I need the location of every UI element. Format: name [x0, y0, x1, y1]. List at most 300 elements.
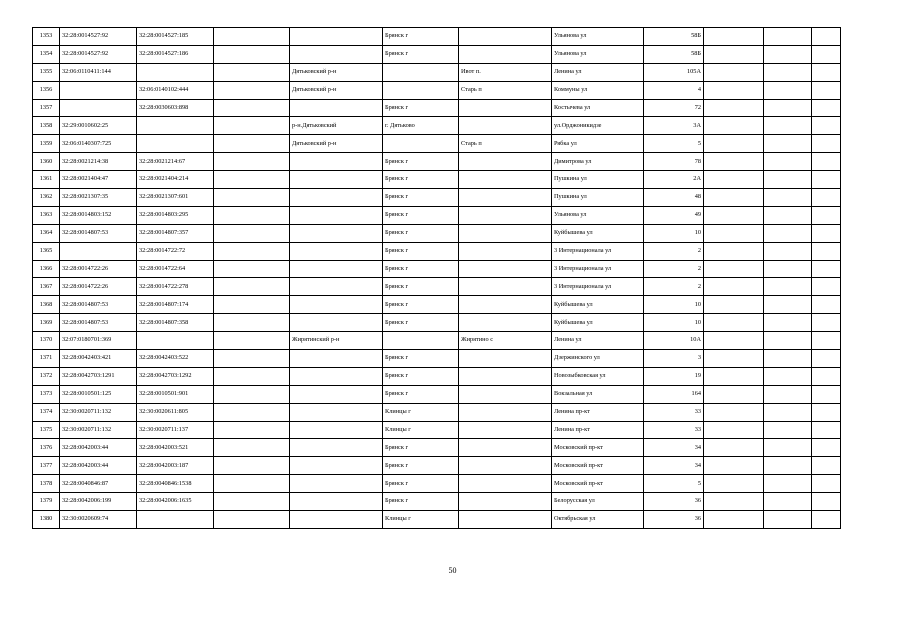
cell-settlement — [459, 421, 552, 439]
cell-column-12 — [812, 189, 841, 207]
cell-settlement — [459, 224, 552, 242]
cell-cadastral-number-building: 32:28:0042003:521 — [137, 439, 214, 457]
cell-column-10 — [704, 403, 764, 421]
cell-row-number: 1366 — [33, 260, 60, 278]
cell-settlement — [459, 45, 552, 63]
cell-cadastral-number-land: 32:28:0014807:53 — [60, 296, 137, 314]
table-row — [33, 385, 841, 403]
cell-column-12 — [812, 45, 841, 63]
cell-cadastral-number-building: 32:28:0042006:1635 — [137, 493, 214, 511]
cell-district — [290, 171, 383, 189]
cell-street: Московский пр-кт — [552, 457, 644, 475]
cell-column-4 — [214, 421, 290, 439]
cell-street: Куйбышева ул — [552, 224, 644, 242]
cell-city: Брянск г — [383, 99, 459, 117]
cell-cadastral-number-building: 32:28:0014807:357 — [137, 224, 214, 242]
cell-column-12 — [812, 385, 841, 403]
cell-cadastral-number-building: 32:28:0042003:187 — [137, 457, 214, 475]
cell-column-11 — [764, 475, 812, 493]
cell-column-4 — [214, 242, 290, 260]
cell-district — [290, 153, 383, 171]
cell-city: Брянск г — [383, 171, 459, 189]
cell-row-number: 1375 — [33, 421, 60, 439]
cell-column-12 — [812, 206, 841, 224]
cell-column-4 — [214, 332, 290, 350]
cell-row-number: 1368 — [33, 296, 60, 314]
cell-column-12 — [812, 171, 841, 189]
cell-street: Димитрова ул — [552, 153, 644, 171]
cell-district — [290, 511, 383, 529]
cell-cadastral-number-land: 32:28:0042403:421 — [60, 350, 137, 368]
cell-house-number: 36 — [644, 493, 704, 511]
cell-column-4 — [214, 206, 290, 224]
cell-street: Ленина ул — [552, 63, 644, 81]
cell-column-12 — [812, 403, 841, 421]
cell-column-11 — [764, 117, 812, 135]
cell-street: Ульянова ул — [552, 206, 644, 224]
cell-house-number: 3 — [644, 350, 704, 368]
cell-column-12 — [812, 296, 841, 314]
cell-column-4 — [214, 81, 290, 99]
cell-house-number: 78 — [644, 153, 704, 171]
cell-column-11 — [764, 81, 812, 99]
cell-column-4 — [214, 189, 290, 207]
cell-column-10 — [704, 99, 764, 117]
cell-column-11 — [764, 260, 812, 278]
cell-settlement — [459, 403, 552, 421]
cell-column-11 — [764, 457, 812, 475]
cell-house-number: 48 — [644, 189, 704, 207]
cell-column-4 — [214, 278, 290, 296]
cell-district — [290, 28, 383, 46]
cell-row-number: 1377 — [33, 457, 60, 475]
cell-column-10 — [704, 439, 764, 457]
cell-row-number: 1358 — [33, 117, 60, 135]
cell-cadastral-number-building: 32:28:0042703:1292 — [137, 367, 214, 385]
table-row — [33, 153, 841, 171]
cell-column-11 — [764, 189, 812, 207]
cell-city: Брянск г — [383, 439, 459, 457]
cell-column-12 — [812, 28, 841, 46]
cell-cadastral-number-land — [60, 99, 137, 117]
cell-row-number: 1376 — [33, 439, 60, 457]
table-row — [33, 367, 841, 385]
cell-cadastral-number-land: 32:30:0020711:132 — [60, 421, 137, 439]
cell-column-10 — [704, 350, 764, 368]
cell-column-4 — [214, 28, 290, 46]
cell-cadastral-number-land: 32:28:0010501:125 — [60, 385, 137, 403]
cell-district: Дятьковский р-н — [290, 135, 383, 153]
cell-cadastral-number-land: 32:28:0042003:44 — [60, 439, 137, 457]
table-row — [33, 296, 841, 314]
cell-cadastral-number-land: 32:30:0020711:132 — [60, 403, 137, 421]
cell-house-number: 2 — [644, 278, 704, 296]
cell-city: Брянск г — [383, 224, 459, 242]
cell-column-12 — [812, 242, 841, 260]
registry-table — [32, 27, 841, 529]
cell-street: 3 Интернационала ул — [552, 242, 644, 260]
cell-cadastral-number-building: 32:28:0014722:72 — [137, 242, 214, 260]
cell-street: Пушкина ул — [552, 189, 644, 207]
cell-column-4 — [214, 385, 290, 403]
cell-city: Брянск г — [383, 45, 459, 63]
cell-house-number: 2 — [644, 242, 704, 260]
cell-cadastral-number-land: 32:28:0021307:35 — [60, 189, 137, 207]
cell-column-11 — [764, 206, 812, 224]
cell-cadastral-number-land: 32:28:0014527:92 — [60, 28, 137, 46]
cell-cadastral-number-land: 32:28:0042703:1291 — [60, 367, 137, 385]
table-row — [33, 171, 841, 189]
page-number: 50 — [448, 566, 457, 575]
cell-column-4 — [214, 63, 290, 81]
cell-street: Ульянова ул — [552, 45, 644, 63]
cell-settlement — [459, 242, 552, 260]
cell-district — [290, 421, 383, 439]
cell-district — [290, 260, 383, 278]
cell-city: Брянск г — [383, 153, 459, 171]
cell-cadastral-number-building: 32:28:0014527:185 — [137, 28, 214, 46]
cell-cadastral-number-building — [137, 332, 214, 350]
cell-column-12 — [812, 135, 841, 153]
cell-house-number: 36 — [644, 511, 704, 529]
cell-cadastral-number-land: 32:28:0014803:152 — [60, 206, 137, 224]
cell-column-12 — [812, 278, 841, 296]
cell-city: Брянск г — [383, 350, 459, 368]
cell-row-number: 1354 — [33, 45, 60, 63]
cell-row-number: 1371 — [33, 350, 60, 368]
cell-column-11 — [764, 242, 812, 260]
cell-column-10 — [704, 385, 764, 403]
cell-column-12 — [812, 153, 841, 171]
cell-cadastral-number-building: 32:28:0014527:186 — [137, 45, 214, 63]
cell-column-4 — [214, 224, 290, 242]
cell-district — [290, 296, 383, 314]
cell-cadastral-number-building: 32:28:0014803:295 — [137, 206, 214, 224]
cell-house-number: 72 — [644, 99, 704, 117]
cell-row-number: 1362 — [33, 189, 60, 207]
cell-column-4 — [214, 153, 290, 171]
cell-city: Брянск г — [383, 260, 459, 278]
cell-column-10 — [704, 242, 764, 260]
cell-cadastral-number-building — [137, 135, 214, 153]
cell-district — [290, 45, 383, 63]
cell-settlement — [459, 314, 552, 332]
cell-column-4 — [214, 117, 290, 135]
cell-street: 3 Интернационала ул — [552, 278, 644, 296]
cell-street: Ленина пр-кт — [552, 403, 644, 421]
cell-settlement — [459, 367, 552, 385]
cell-column-10 — [704, 45, 764, 63]
cell-column-4 — [214, 260, 290, 278]
cell-column-4 — [214, 45, 290, 63]
cell-district — [290, 457, 383, 475]
cell-row-number: 1357 — [33, 99, 60, 117]
cell-district — [290, 493, 383, 511]
cell-settlement — [459, 117, 552, 135]
table-row — [33, 350, 841, 368]
cell-cadastral-number-land: 32:28:0014807:53 — [60, 224, 137, 242]
cell-house-number: 164 — [644, 385, 704, 403]
cell-column-11 — [764, 224, 812, 242]
cell-settlement — [459, 350, 552, 368]
cell-district — [290, 403, 383, 421]
cell-cadastral-number-land: 32:28:0021214:38 — [60, 153, 137, 171]
cell-house-number: 10 — [644, 296, 704, 314]
cell-district: Дятьковский р-н — [290, 81, 383, 99]
cell-settlement — [459, 99, 552, 117]
cell-street: Рябка ул — [552, 135, 644, 153]
cell-column-12 — [812, 260, 841, 278]
table-row — [33, 439, 841, 457]
cell-column-4 — [214, 457, 290, 475]
cell-column-12 — [812, 117, 841, 135]
cell-column-4 — [214, 314, 290, 332]
table-row — [33, 45, 841, 63]
cell-column-10 — [704, 457, 764, 475]
cell-column-10 — [704, 28, 764, 46]
cell-settlement — [459, 457, 552, 475]
cell-city: Брянск г — [383, 314, 459, 332]
cell-settlement: Старь п — [459, 135, 552, 153]
cell-settlement — [459, 493, 552, 511]
cell-column-10 — [704, 493, 764, 511]
cell-column-10 — [704, 117, 764, 135]
cell-column-12 — [812, 99, 841, 117]
cell-column-12 — [812, 493, 841, 511]
cell-district — [290, 367, 383, 385]
cell-column-11 — [764, 296, 812, 314]
table-row — [33, 314, 841, 332]
cell-street: Новозыбковская ул — [552, 367, 644, 385]
cell-row-number: 1359 — [33, 135, 60, 153]
table-row — [33, 421, 841, 439]
cell-settlement — [459, 28, 552, 46]
cell-cadastral-number-building: 32:28:0014807:358 — [137, 314, 214, 332]
cell-cadastral-number-land — [60, 81, 137, 99]
cell-cadastral-number-land: 32:28:0021404:47 — [60, 171, 137, 189]
cell-column-11 — [764, 135, 812, 153]
cell-column-10 — [704, 314, 764, 332]
cell-street: Вокзальная ул — [552, 385, 644, 403]
cell-settlement — [459, 189, 552, 207]
cell-column-10 — [704, 278, 764, 296]
cell-column-11 — [764, 99, 812, 117]
cell-cadastral-number-building — [137, 511, 214, 529]
cell-column-12 — [812, 81, 841, 99]
table-row — [33, 403, 841, 421]
table-row — [33, 332, 841, 350]
cell-district: Дятьковский р-н — [290, 63, 383, 81]
cell-district — [290, 278, 383, 296]
cell-street: Дзержинского ул — [552, 350, 644, 368]
cell-street: Московский пр-кт — [552, 475, 644, 493]
table-row — [33, 511, 841, 529]
cell-house-number: 33 — [644, 403, 704, 421]
cell-row-number: 1380 — [33, 511, 60, 529]
cell-city: Брянск г — [383, 493, 459, 511]
cell-street: ул.Орджоникидзе — [552, 117, 644, 135]
cell-city: Брянск г — [383, 475, 459, 493]
cell-column-4 — [214, 135, 290, 153]
cell-row-number: 1373 — [33, 385, 60, 403]
cell-column-12 — [812, 63, 841, 81]
cell-district — [290, 189, 383, 207]
cell-column-11 — [764, 63, 812, 81]
table-row — [33, 493, 841, 511]
cell-settlement: Старь п — [459, 81, 552, 99]
cell-city: Брянск г — [383, 296, 459, 314]
table-row — [33, 99, 841, 117]
cell-district — [290, 242, 383, 260]
cell-column-10 — [704, 135, 764, 153]
cell-row-number: 1353 — [33, 28, 60, 46]
cell-street: Ленина ул — [552, 332, 644, 350]
cell-column-12 — [812, 314, 841, 332]
cell-cadastral-number-land: 32:28:0014807:53 — [60, 314, 137, 332]
cell-cadastral-number-land: 32:29:0010602:25 — [60, 117, 137, 135]
cell-settlement — [459, 153, 552, 171]
cell-column-11 — [764, 153, 812, 171]
cell-column-10 — [704, 153, 764, 171]
table-row — [33, 189, 841, 207]
cell-column-4 — [214, 511, 290, 529]
cell-column-10 — [704, 171, 764, 189]
cell-city: Клинцы г — [383, 421, 459, 439]
cell-row-number: 1364 — [33, 224, 60, 242]
cell-row-number: 1355 — [33, 63, 60, 81]
cell-column-12 — [812, 224, 841, 242]
cell-house-number: 58Б — [644, 28, 704, 46]
cell-city — [383, 135, 459, 153]
cell-column-12 — [812, 457, 841, 475]
cell-house-number: 2А — [644, 171, 704, 189]
cell-column-10 — [704, 511, 764, 529]
cell-column-11 — [764, 278, 812, 296]
cell-column-11 — [764, 28, 812, 46]
cell-cadastral-number-land: 32:30:0020609:74 — [60, 511, 137, 529]
cell-district — [290, 385, 383, 403]
cell-street: Коммуны ул — [552, 81, 644, 99]
cell-column-10 — [704, 81, 764, 99]
cell-column-10 — [704, 332, 764, 350]
cell-column-10 — [704, 296, 764, 314]
cell-district — [290, 314, 383, 332]
table-row — [33, 260, 841, 278]
cell-column-10 — [704, 189, 764, 207]
cell-column-11 — [764, 511, 812, 529]
cell-cadastral-number-building: 32:28:0021307:601 — [137, 189, 214, 207]
cell-column-12 — [812, 421, 841, 439]
cell-street: Куйбышева ул — [552, 314, 644, 332]
cell-column-10 — [704, 206, 764, 224]
cell-cadastral-number-building — [137, 63, 214, 81]
cell-street: Белорусская ул — [552, 493, 644, 511]
cell-district — [290, 475, 383, 493]
cell-column-4 — [214, 403, 290, 421]
cell-column-11 — [764, 350, 812, 368]
cell-house-number: 10А — [644, 332, 704, 350]
cell-cadastral-number-building: 32:30:0020611:805 — [137, 403, 214, 421]
cell-column-11 — [764, 171, 812, 189]
cell-cadastral-number-building: 32:28:0021404:214 — [137, 171, 214, 189]
table-row — [33, 278, 841, 296]
cell-district — [290, 350, 383, 368]
cell-cadastral-number-land: 32:07:0180701:369 — [60, 332, 137, 350]
cell-cadastral-number-land: 32:28:0042006:199 — [60, 493, 137, 511]
cell-column-11 — [764, 493, 812, 511]
cell-row-number: 1361 — [33, 171, 60, 189]
cell-column-12 — [812, 439, 841, 457]
cell-column-4 — [214, 171, 290, 189]
cell-row-number: 1360 — [33, 153, 60, 171]
cell-district: р-н.Дятьковский — [290, 117, 383, 135]
cell-settlement — [459, 475, 552, 493]
table-body — [33, 28, 841, 529]
cell-row-number: 1374 — [33, 403, 60, 421]
cell-settlement — [459, 439, 552, 457]
cell-cadastral-number-land: 32:28:0014722:26 — [60, 278, 137, 296]
cell-house-number: 58Б — [644, 45, 704, 63]
cell-street: Костычева ул — [552, 99, 644, 117]
cell-cadastral-number-building: 32:28:0014807:174 — [137, 296, 214, 314]
cell-district — [290, 224, 383, 242]
table-row — [33, 224, 841, 242]
cell-cadastral-number-land — [60, 242, 137, 260]
cell-city: Клинцы г — [383, 403, 459, 421]
cell-row-number: 1370 — [33, 332, 60, 350]
cell-cadastral-number-land: 32:06:0110411:144 — [60, 63, 137, 81]
table-row — [33, 63, 841, 81]
cell-city: Брянск г — [383, 189, 459, 207]
cell-row-number: 1356 — [33, 81, 60, 99]
cell-column-12 — [812, 511, 841, 529]
cell-city: Брянск г — [383, 242, 459, 260]
table-row — [33, 81, 841, 99]
cell-column-10 — [704, 224, 764, 242]
cell-house-number: 105А — [644, 63, 704, 81]
cell-street: 3 Интернационала ул — [552, 260, 644, 278]
cell-street: Октябрьская ул — [552, 511, 644, 529]
table-row — [33, 457, 841, 475]
cell-settlement: Жирятино с — [459, 332, 552, 350]
cell-cadastral-number-land: 32:28:0040846:87 — [60, 475, 137, 493]
cell-settlement — [459, 511, 552, 529]
cell-city: г. Дятьково — [383, 117, 459, 135]
cell-column-11 — [764, 385, 812, 403]
table-row — [33, 117, 841, 135]
cell-house-number: 49 — [644, 206, 704, 224]
cell-row-number: 1367 — [33, 278, 60, 296]
cell-settlement — [459, 260, 552, 278]
cell-settlement — [459, 171, 552, 189]
cell-cadastral-number-land: 32:06:0140307:725 — [60, 135, 137, 153]
cell-cadastral-number-land: 32:28:0042003:44 — [60, 457, 137, 475]
cell-column-11 — [764, 421, 812, 439]
cell-column-11 — [764, 439, 812, 457]
cell-city: Брянск г — [383, 367, 459, 385]
cell-cadastral-number-building: 32:28:0030603:898 — [137, 99, 214, 117]
cell-column-11 — [764, 314, 812, 332]
cell-cadastral-number-building: 32:28:0014722:278 — [137, 278, 214, 296]
cell-cadastral-number-land: 32:28:0014527:92 — [60, 45, 137, 63]
cell-cadastral-number-building: 32:28:0021214:67 — [137, 153, 214, 171]
cell-district — [290, 439, 383, 457]
cell-column-10 — [704, 367, 764, 385]
cell-column-4 — [214, 296, 290, 314]
cell-city: Брянск г — [383, 28, 459, 46]
cell-house-number: 4 — [644, 81, 704, 99]
cell-city — [383, 332, 459, 350]
